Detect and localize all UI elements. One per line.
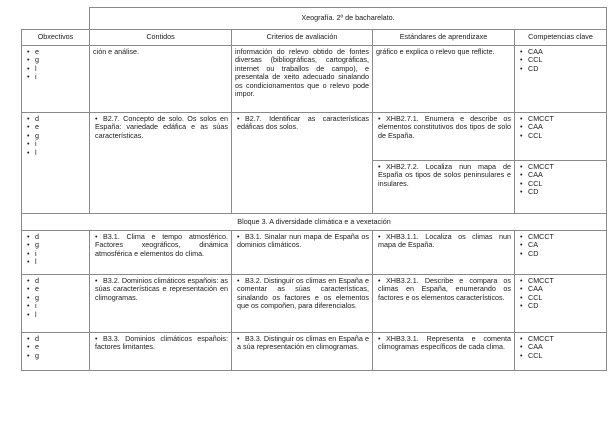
list-item: • d [27, 115, 86, 123]
list-item: • d [27, 233, 86, 241]
list-item: • e [27, 48, 86, 56]
competencias-cell [515, 275, 607, 333]
list-item: • i [27, 73, 86, 81]
list-item: • XHB3.2.1. Describe e compara os climas en España, enumerando os factores e os elementos característicos. [378, 277, 511, 302]
table-row [22, 113, 607, 161]
list-item: • CCL [520, 132, 603, 140]
estandares-cell [373, 231, 515, 275]
list-item: • CAA [520, 171, 603, 179]
obxectivos-cell [22, 113, 90, 214]
list-item: • i [27, 140, 86, 148]
list-item: • CMCCT [520, 163, 603, 171]
list-item: • XHB2.7.1. Enumera e describe os elementos constitutivos dos tipos de solo de España. [378, 115, 511, 140]
list-item: • CMCCT [520, 335, 603, 343]
list-item: • XHB2.7.2. Localiza nun mapa de España os tipos de solos peninsulares e insulares. [378, 163, 511, 188]
criterios-cell [232, 275, 373, 333]
header-criterios: Criterios de avaliación [232, 30, 373, 46]
list-item: • l [27, 149, 86, 157]
list-item: • l [27, 65, 86, 73]
list-item: • d [27, 335, 86, 343]
contidos-cell [90, 275, 232, 333]
list-item: • g [27, 294, 86, 302]
list-item: • l [27, 311, 86, 319]
criterios-cell: información do relevo obtido de fontes diversas (bibliográficas, cartográficas, internet ou traballos de campo), e presentala de xeito adecuado sinalando os condicionamentos que o relevo pode impor. [232, 46, 373, 113]
obxectivos-cell [22, 333, 90, 371]
obxectivos-cell [22, 231, 90, 275]
list-item: • g [27, 132, 86, 140]
list-item: • B3.1. Sinalar nun mapa de España os dominios climáticos. [237, 233, 369, 250]
block-title-row [22, 214, 607, 231]
list-item: • CA [520, 241, 603, 249]
title-row [22, 8, 607, 30]
list-item: • CAA [520, 285, 603, 293]
table-row [22, 333, 607, 371]
competencias-cell [515, 161, 607, 214]
list-item: • CCL [520, 352, 603, 360]
competencias-cell [515, 113, 607, 161]
header-estandares: Estándares de aprendizaxe [373, 30, 515, 46]
estandares-cell [373, 161, 515, 214]
competencias-cell [515, 46, 607, 113]
obxectivos-cell [22, 46, 90, 113]
list-item: • e [27, 285, 86, 293]
list-item: • B3.1. Clima e tempo atmosférico. Factores xeográficos, dinámica atmosférica e elementos do clima. [95, 233, 228, 258]
list-item: • XHB3.3.1. Representa e comenta climogramas específicos de cada clima. [378, 335, 511, 352]
list-item: • CMCCT [520, 115, 603, 123]
list-item: • B3.3. Dominios climáticos españois: factores limitantes. [95, 335, 228, 352]
list-item: • CD [520, 65, 603, 73]
table-row [22, 46, 607, 113]
list-item: • l [27, 258, 86, 266]
contidos-cell [90, 231, 232, 275]
list-item: • g [27, 241, 86, 249]
list-item: • CCL [520, 294, 603, 302]
list-item: • CMCCT [520, 277, 603, 285]
list-item: • CD [520, 250, 603, 258]
header-obxectivos: Obxectivos [22, 30, 90, 46]
contidos-cell: ción e análise. [90, 46, 232, 113]
header-contidos: Contidos [90, 30, 232, 46]
list-item: • CAA [520, 123, 603, 131]
criterios-cell [232, 113, 373, 214]
list-item: • XHB3.1.1. Localiza os climas nun mapa de España. [378, 233, 511, 250]
title-blank-cell [22, 8, 90, 30]
list-item: • CD [520, 302, 603, 310]
block3-title: Bloque 3. A diversidade climática e a vexetación [22, 214, 607, 231]
list-item: • e [27, 123, 86, 131]
table-row [22, 231, 607, 275]
contidos-cell [90, 113, 232, 214]
header-competencias: Competencias clave [515, 30, 607, 46]
estandares-cell [373, 275, 515, 333]
list-item: • CCL [520, 180, 603, 188]
curriculum-table-wrapper [21, 7, 606, 371]
curriculum-table [21, 7, 607, 371]
list-item: • d [27, 277, 86, 285]
list-item: • CAA [520, 343, 603, 351]
list-item: • B3.2. Distinguir os climas en España e comentar as súas características, sinalando os factores e os elementos que os compoñen, para diferencialos. [237, 277, 369, 311]
criterios-cell [232, 231, 373, 275]
header-row [22, 30, 607, 46]
obxectivos-cell [22, 275, 90, 333]
list-item: • e [27, 343, 86, 351]
list-item: • CMCCT [520, 233, 603, 241]
competencias-cell [515, 333, 607, 371]
table-title: Xeografía. 2º de bacharelato. [90, 8, 607, 30]
estandares-cell: gráfico e explica o relevo que reflicte. [373, 46, 515, 113]
list-item: • g [27, 352, 86, 360]
list-item: • CCL [520, 56, 603, 64]
criterios-cell [232, 333, 373, 371]
list-item: • g [27, 56, 86, 64]
list-item: • B3.2. Dominios climáticos españois: as súas características e representación en climogramas. [95, 277, 228, 302]
list-item: • i [27, 302, 86, 310]
competencias-cell [515, 231, 607, 275]
table-row [22, 275, 607, 333]
list-item: • CAA [520, 48, 603, 56]
list-item: • CD [520, 188, 603, 196]
list-item: • B2.7. Concepto de solo. Os solos en España: variedade edáfica e as súas características. [95, 115, 228, 140]
estandares-cell [373, 113, 515, 161]
list-item: • i [27, 250, 86, 258]
list-item: • B3.3. Distinguir os climas en España e a súa representación en climogramas. [237, 335, 369, 352]
list-item: • B2.7. Identificar as características edáficas dos solos. [237, 115, 369, 132]
estandares-cell [373, 333, 515, 371]
contidos-cell [90, 333, 232, 371]
